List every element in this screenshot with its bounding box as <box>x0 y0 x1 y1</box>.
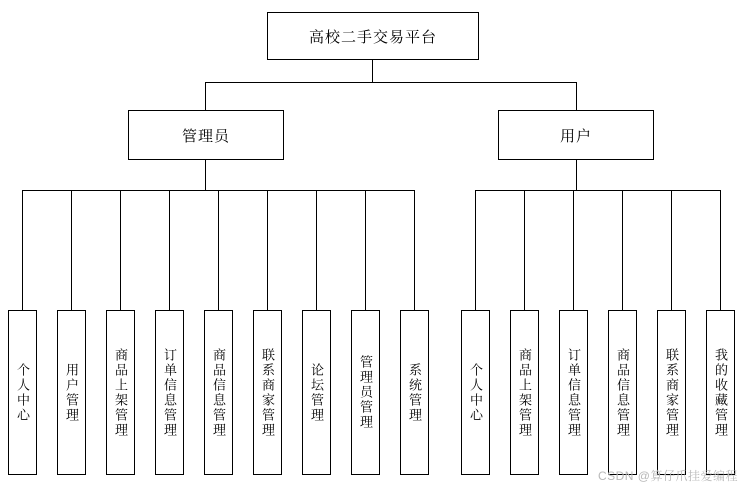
connector-root-bus <box>205 82 576 83</box>
node-admin-leaf-9-label: 系统管理 <box>407 362 422 423</box>
node-admin-leaf-1-label: 个人中心 <box>15 362 30 423</box>
connector-user-drop-4 <box>622 190 623 310</box>
node-admin-leaf-5-label: 商品信息管理 <box>211 347 226 438</box>
connector-admin-stem <box>205 160 206 190</box>
node-user-leaf-2-label: 商品上架管理 <box>517 347 532 438</box>
node-admin-leaf-1 <box>8 310 37 475</box>
node-user-leaf-5-label: 联系商家管理 <box>664 347 679 438</box>
connector-user-bus <box>475 190 720 191</box>
connector-admin-drop-8 <box>365 190 366 310</box>
node-admin-leaf-8-label: 管理员管理 <box>358 355 373 430</box>
node-user <box>498 110 654 160</box>
watermark-text: CSDN @算仔爪挂爱编程 <box>597 469 738 483</box>
connector-admin-drop-2 <box>71 190 72 310</box>
node-admin-leaf-2 <box>57 310 86 475</box>
node-user-leaf-4 <box>608 310 637 475</box>
connector-admin-drop-7 <box>316 190 317 310</box>
node-root-label: 高校二手交易平台 <box>308 28 437 46</box>
node-user-leaf-2 <box>510 310 539 475</box>
node-admin-leaf-4-label: 订单信息管理 <box>162 347 177 438</box>
connector-user-drop-2 <box>524 190 525 310</box>
connector-user-drop-3 <box>573 190 574 310</box>
connector-admin-drop-9 <box>414 190 415 310</box>
node-admin-leaf-3-label: 商品上架管理 <box>113 347 128 438</box>
node-admin-leaf-7-label: 论坛管理 <box>309 362 324 423</box>
node-user-leaf-3 <box>559 310 588 475</box>
node-root <box>267 12 479 60</box>
node-admin-leaf-9 <box>400 310 429 475</box>
node-user-leaf-6 <box>706 310 735 475</box>
node-admin <box>128 110 284 160</box>
node-admin-leaf-8 <box>351 310 380 475</box>
connector-root-to-user <box>576 82 577 110</box>
connector-admin-drop-3 <box>120 190 121 310</box>
node-user-leaf-6-label: 我的收藏管理 <box>713 347 728 438</box>
node-admin-leaf-3 <box>106 310 135 475</box>
node-user-leaf-1 <box>461 310 490 475</box>
node-admin-leaf-7 <box>302 310 331 475</box>
node-user-leaf-1-label: 个人中心 <box>468 362 483 423</box>
node-user-label: 用户 <box>559 127 592 145</box>
node-user-leaf-4-label: 商品信息管理 <box>615 347 630 438</box>
connector-user-drop-1 <box>475 190 476 310</box>
connector-admin-drop-6 <box>267 190 268 310</box>
connector-root-stem <box>372 60 373 82</box>
node-admin-leaf-2-label: 用户管理 <box>64 362 79 423</box>
connector-user-stem <box>576 160 577 190</box>
connector-root-to-admin <box>205 82 206 110</box>
node-admin-leaf-4 <box>155 310 184 475</box>
connector-admin-drop-5 <box>218 190 219 310</box>
connector-user-drop-6 <box>720 190 721 310</box>
node-admin-leaf-6 <box>253 310 282 475</box>
node-user-leaf-5 <box>657 310 686 475</box>
node-user-leaf-3-label: 订单信息管理 <box>566 347 581 438</box>
node-admin-label: 管理员 <box>181 127 230 145</box>
connector-admin-drop-4 <box>169 190 170 310</box>
connector-admin-drop-1 <box>22 190 23 310</box>
node-admin-leaf-5 <box>204 310 233 475</box>
connector-user-drop-5 <box>671 190 672 310</box>
node-admin-leaf-6-label: 联系商家管理 <box>260 347 275 438</box>
